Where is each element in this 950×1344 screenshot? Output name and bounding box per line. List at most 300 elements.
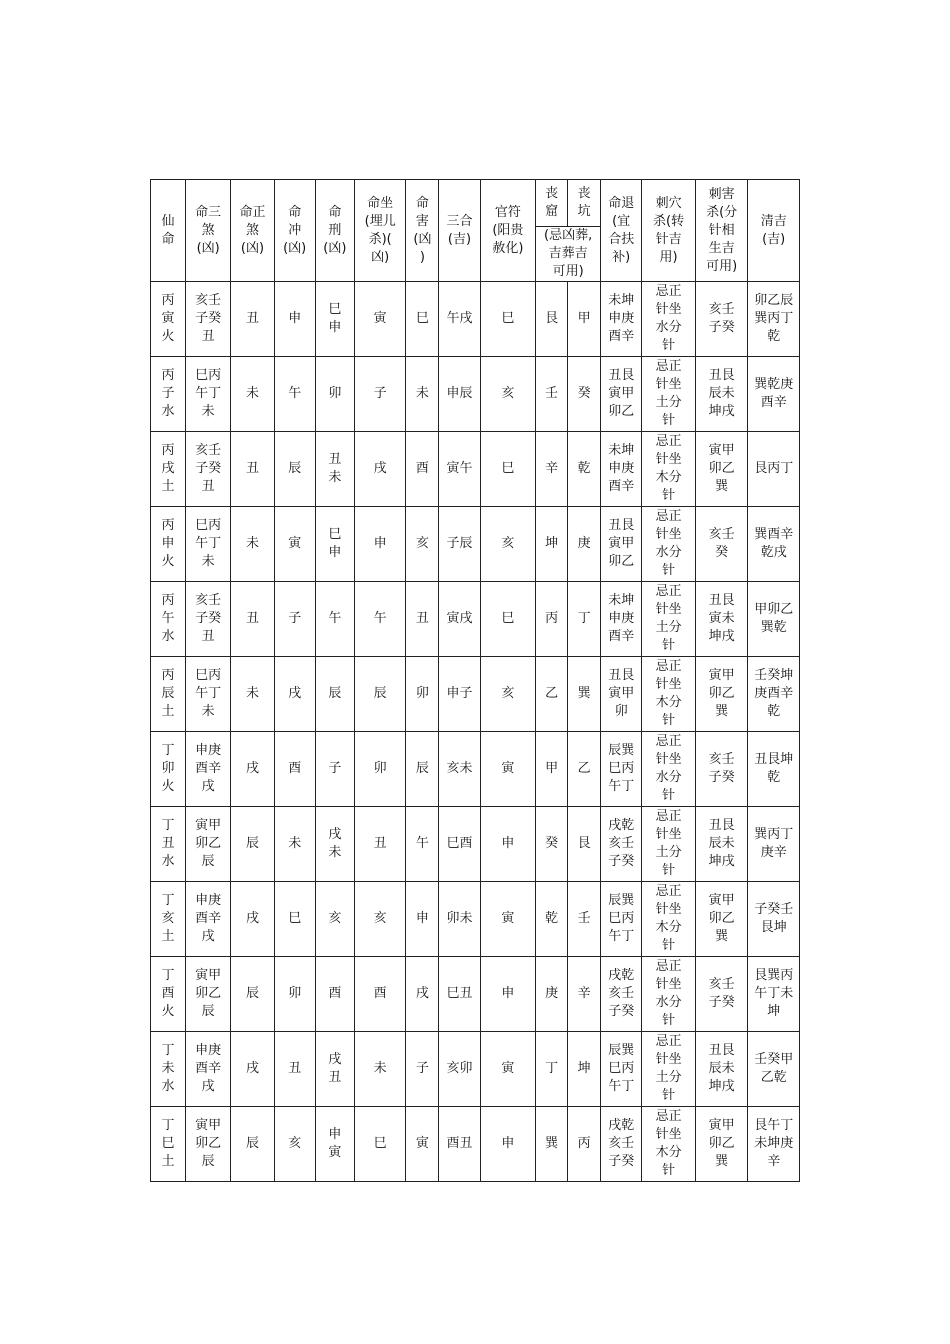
table-cell (536, 732, 568, 807)
table-cell (315, 507, 354, 582)
header-mingtui: 命退 (宜 合扶 补) (601, 180, 642, 282)
table-cell (536, 882, 568, 957)
cell-text: 庚 (545, 986, 559, 1001)
cell-text: 寅 (373, 311, 387, 326)
table-cell (315, 1107, 354, 1182)
cell-text: 未坤 申庚 酉辛 (608, 443, 635, 494)
table-cell (536, 807, 568, 882)
cell-text: 巳 (501, 311, 515, 326)
table-cell (315, 282, 354, 357)
cell-text: 甲 (577, 311, 591, 326)
cell-text: 丑 (373, 836, 387, 851)
table-cell (601, 957, 642, 1032)
table-row (151, 582, 800, 657)
table-cell (748, 1032, 800, 1107)
cell-text: 丙 寅 火 (161, 293, 175, 344)
cell-text: 申 (288, 311, 302, 326)
cell-text: 忌正 针坐 土分 针 (655, 359, 682, 428)
table-cell (480, 282, 536, 357)
cell-text: 亥 (501, 536, 515, 551)
cell-text: 丁 (545, 1061, 559, 1076)
cell-text: 丑 (288, 1061, 302, 1076)
cell-text: 巽 (545, 1136, 559, 1151)
table-row (151, 1107, 800, 1182)
table-cell (536, 1032, 568, 1107)
table-cell (315, 1032, 354, 1107)
table-cell (480, 582, 536, 657)
table-cell (231, 432, 274, 507)
table-cell (536, 432, 568, 507)
cell-text: 亥 (501, 686, 515, 701)
table-cell (186, 282, 231, 357)
table-cell (406, 882, 439, 957)
table-cell (695, 432, 748, 507)
table-cell (601, 582, 642, 657)
header-sangkeng: 丧 坑 (568, 180, 601, 227)
table-cell (151, 357, 186, 432)
cell-text: 未 (245, 386, 259, 401)
table-cell (536, 957, 568, 1032)
cell-text: 丙 子 水 (161, 368, 175, 419)
cell-text: 巳酉 (446, 836, 473, 851)
table-cell (354, 1032, 406, 1107)
table-cell (748, 507, 800, 582)
table-cell (695, 1032, 748, 1107)
header-guanfu: 官符 (阳贵 赦化) (480, 180, 536, 282)
table-cell (536, 282, 568, 357)
cell-text: 戌 (245, 911, 259, 926)
cell-text: 寅 (501, 1061, 515, 1076)
cell-text: 丑艮 辰未 坤戌 (708, 818, 735, 869)
cell-text: 辰 (245, 836, 259, 851)
table-cell (274, 432, 315, 507)
table-row (151, 1032, 800, 1107)
cell-text: 寅甲 卯乙 巽 (708, 1118, 735, 1169)
table-cell (748, 657, 800, 732)
cell-text: 丑 (245, 461, 259, 476)
table-cell (601, 1032, 642, 1107)
table-cell (274, 807, 315, 882)
table-cell (642, 1107, 696, 1182)
cell-text: 忌正 针坐 木分 针 (655, 659, 682, 728)
cell-text: 申 (373, 536, 387, 551)
cell-text: 坤 (545, 536, 559, 551)
cell-text: 寅戌 (446, 611, 473, 626)
cell-text: 未 (373, 1061, 387, 1076)
table-row (151, 507, 800, 582)
table-cell (315, 807, 354, 882)
table-cell (186, 432, 231, 507)
cell-text: 亥壬 子癸 丑 (195, 293, 222, 344)
cell-text: 忌正 针坐 水分 针 (655, 734, 682, 803)
cell-text: 卯 (373, 761, 387, 776)
table-cell (406, 507, 439, 582)
cell-text: 戌 未 (328, 827, 342, 860)
table-cell (439, 732, 480, 807)
cell-text: 亥壬 子癸 丑 (195, 443, 222, 494)
table-cell (231, 732, 274, 807)
cell-text: 丁 亥 土 (161, 893, 175, 944)
cell-text: 甲卯乙 巽乾 (754, 602, 794, 635)
cell-text: 戌 丑 (328, 1052, 342, 1085)
cell-text: 巽丙丁 庚辛 (754, 827, 794, 860)
table-cell (274, 1032, 315, 1107)
cell-text: 午 (415, 836, 429, 851)
table-cell (186, 507, 231, 582)
cell-text: 寅午 (446, 461, 473, 476)
header-cihaisha: 刺害 杀(分 针相 生吉 可用) (695, 180, 748, 282)
table-cell (695, 732, 748, 807)
table-cell (151, 807, 186, 882)
ming-table (150, 179, 800, 1182)
table-cell (151, 957, 186, 1032)
cell-text: 辛 (577, 986, 591, 1001)
cell-text: 亥 (288, 1136, 302, 1151)
table-cell (642, 1032, 696, 1107)
table-cell (695, 882, 748, 957)
cell-text: 寅 (501, 911, 515, 926)
cell-text: 丑艮 寅甲 卯 (608, 668, 635, 719)
table-cell (231, 1107, 274, 1182)
cell-text: 忌正 针坐 水分 针 (655, 284, 682, 353)
table-cell (274, 957, 315, 1032)
cell-text: 丁 卯 火 (161, 743, 175, 794)
table-cell (231, 582, 274, 657)
cell-text: 忌正 针坐 木分 针 (655, 884, 682, 953)
cell-text: 辰 (288, 461, 302, 476)
table-cell (274, 282, 315, 357)
cell-text: 坤 (577, 1061, 591, 1076)
table-cell (354, 657, 406, 732)
cell-text: 乙 (545, 686, 559, 701)
table-cell (315, 657, 354, 732)
cell-text: 丁 (577, 611, 591, 626)
cell-text: 午 (373, 611, 387, 626)
cell-text: 未 (245, 686, 259, 701)
cell-text: 辰巽 巳丙 午丁 (608, 893, 635, 944)
cell-text: 申 (415, 911, 429, 926)
cell-text: 子 (288, 611, 302, 626)
header-sangku: 丧 窟 (536, 180, 568, 227)
cell-text: 忌正 针坐 水分 针 (655, 509, 682, 578)
table-cell (568, 1032, 601, 1107)
cell-text: 寅甲 卯乙 辰 (195, 968, 222, 1019)
cell-text: 戌 (288, 686, 302, 701)
cell-text: 丑 (415, 611, 429, 626)
table-cell (695, 582, 748, 657)
table-cell (601, 507, 642, 582)
table-cell (748, 1107, 800, 1182)
cell-text: 忌正 针坐 土分 针 (655, 1034, 682, 1103)
table-cell (748, 882, 800, 957)
cell-text: 戌乾 亥壬 子癸 (608, 968, 635, 1019)
table-cell (748, 732, 800, 807)
cell-text: 巳丙 午丁 未 (195, 368, 222, 419)
table-cell (315, 582, 354, 657)
table-cell (568, 357, 601, 432)
cell-text: 亥 (328, 911, 342, 926)
table-cell (695, 657, 748, 732)
cell-text: 丙 戌 土 (161, 443, 175, 494)
table-cell (642, 657, 696, 732)
table-cell (695, 282, 748, 357)
cell-text: 巳 申 (328, 302, 342, 335)
table-cell (406, 957, 439, 1032)
cell-text: 亥壬 子癸 (708, 752, 735, 785)
cell-text: 戌乾 亥壬 子癸 (608, 1118, 635, 1169)
table-cell (315, 957, 354, 1032)
header-mingzuo: 命坐 (埋儿 杀)( 凶) (354, 180, 406, 282)
cell-text: 申 寅 (328, 1127, 342, 1160)
table-cell (186, 732, 231, 807)
table-cell (406, 657, 439, 732)
table-cell (406, 282, 439, 357)
cell-text: 丁 未 水 (161, 1043, 175, 1094)
cell-text: 壬 (545, 386, 559, 401)
table-cell (480, 1107, 536, 1182)
cell-text: 未 (288, 836, 302, 851)
table-cell (439, 882, 480, 957)
cell-text: 忌正 针坐 水分 针 (655, 959, 682, 1028)
table-cell (274, 732, 315, 807)
table-cell (568, 732, 601, 807)
cell-text: 亥壬 子癸 丑 (195, 593, 222, 644)
table-cell (748, 807, 800, 882)
cell-text: 未坤 申庚 酉辛 (608, 293, 635, 344)
table-cell (151, 1032, 186, 1107)
table-cell (354, 732, 406, 807)
table-cell (406, 582, 439, 657)
header-sanhe: 三合 (吉) (439, 180, 480, 282)
table-cell (354, 807, 406, 882)
cell-text: 丙 辰 土 (161, 668, 175, 719)
table-cell (315, 882, 354, 957)
table-cell (568, 582, 601, 657)
table-cell (601, 432, 642, 507)
table-cell (568, 282, 601, 357)
header-mingzhengsha: 命正 煞 (凶) (231, 180, 274, 282)
table-cell (748, 582, 800, 657)
table-cell (186, 357, 231, 432)
table-row (151, 882, 800, 957)
table-cell (151, 657, 186, 732)
cell-text: 子 (373, 386, 387, 401)
table-cell (642, 582, 696, 657)
table-cell (354, 357, 406, 432)
table-cell (568, 657, 601, 732)
table-cell (231, 657, 274, 732)
cell-text: 未 (245, 536, 259, 551)
cell-text: 壬癸甲 乙乾 (754, 1052, 794, 1085)
table-cell (480, 432, 536, 507)
table-cell (601, 1107, 642, 1182)
cell-text: 午戌 (446, 311, 473, 326)
table-cell (406, 432, 439, 507)
cell-text: 艮巽丙 午丁未 坤 (754, 968, 794, 1019)
cell-text: 寅甲 卯乙 巽 (708, 443, 735, 494)
cell-text: 丑 未 (328, 452, 342, 485)
table-cell (186, 957, 231, 1032)
table-cell (695, 957, 748, 1032)
table-cell (274, 357, 315, 432)
cell-text: 酉 (328, 986, 342, 1001)
cell-text: 申 (501, 1136, 515, 1151)
cell-text: 丁 丑 水 (161, 818, 175, 869)
cell-text: 亥壬 癸 (708, 527, 735, 560)
cell-text: 申 (501, 986, 515, 1001)
cell-text: 寅 (415, 1136, 429, 1151)
table-row (151, 282, 800, 357)
cell-text: 申辰 (446, 386, 473, 401)
table-cell (231, 507, 274, 582)
table-cell (231, 957, 274, 1032)
header-qingji: 清吉 (吉) (748, 180, 800, 282)
cell-text: 丑艮 辰未 坤戌 (708, 1043, 735, 1094)
table-cell (480, 507, 536, 582)
table-cell (439, 507, 480, 582)
table-cell (601, 732, 642, 807)
header-mingchong: 命 冲 (凶) (274, 180, 315, 282)
header-sang-note: (忌凶葬, 吉葬吉 可用) (536, 227, 601, 282)
table-cell (642, 732, 696, 807)
cell-text: 寅 (288, 536, 302, 551)
table-row (151, 657, 800, 732)
cell-text: 丑艮坤 乾 (754, 752, 794, 785)
cell-text: 丁 巳 土 (161, 1118, 175, 1169)
cell-text: 甲 (545, 761, 559, 776)
cell-text: 乾 (545, 911, 559, 926)
table-cell (536, 1107, 568, 1182)
cell-text: 巽 (577, 686, 591, 701)
table-cell (480, 1032, 536, 1107)
cell-text: 壬癸坤 庚酉辛 乾 (754, 668, 794, 719)
cell-text: 丙 (545, 611, 559, 626)
cell-text: 巳 (501, 611, 515, 626)
cell-text: 子 (415, 1061, 429, 1076)
table-cell (315, 357, 354, 432)
table-cell (642, 807, 696, 882)
cell-text: 丑艮 寅甲 卯乙 (608, 518, 635, 569)
table-cell (642, 357, 696, 432)
cell-text: 戌 (373, 461, 387, 476)
table-cell (406, 1032, 439, 1107)
table-cell (439, 1107, 480, 1182)
cell-text: 辰巽 巳丙 午丁 (608, 1043, 635, 1094)
table-cell (748, 357, 800, 432)
cell-text: 艮 (545, 311, 559, 326)
table-cell (480, 957, 536, 1032)
table-cell (568, 807, 601, 882)
table-cell (354, 282, 406, 357)
table-cell (536, 657, 568, 732)
cell-text: 丑艮 辰未 坤戌 (708, 368, 735, 419)
cell-text: 亥 (373, 911, 387, 926)
table-cell (536, 582, 568, 657)
table-cell (695, 357, 748, 432)
table-cell (186, 582, 231, 657)
table-cell (568, 507, 601, 582)
table-cell (231, 357, 274, 432)
table-cell (642, 882, 696, 957)
cell-text: 乙 (577, 761, 591, 776)
table-cell (274, 657, 315, 732)
table-cell (439, 357, 480, 432)
header-xianming: 仙 命 (151, 180, 186, 282)
cell-text: 巽酉辛 乾戌 (754, 527, 794, 560)
cell-text: 亥 (415, 536, 429, 551)
header-minghai: 命 害 (凶 ) (406, 180, 439, 282)
cell-text: 壬 (577, 911, 591, 926)
table-cell (354, 1107, 406, 1182)
cell-text: 辛 (545, 461, 559, 476)
table-cell (231, 282, 274, 357)
cell-text: 辰 (373, 686, 387, 701)
cell-text: 卯 (288, 986, 302, 1001)
cell-text: 卯 (328, 386, 342, 401)
table-row (151, 432, 800, 507)
table-cell (480, 732, 536, 807)
cell-text: 未 (415, 386, 429, 401)
cell-text: 寅 (501, 761, 515, 776)
table-cell (568, 1107, 601, 1182)
cell-text: 子癸壬 艮坤 (754, 902, 794, 935)
table-cell (601, 357, 642, 432)
cell-text: 寅甲 卯乙 辰 (195, 1118, 222, 1169)
table-cell (601, 882, 642, 957)
table-cell (354, 582, 406, 657)
cell-text: 寅甲 卯乙 巽 (708, 893, 735, 944)
cell-text: 艮午丁 未坤庚 辛 (754, 1118, 794, 1169)
cell-text: 酉 (288, 761, 302, 776)
table-cell (642, 282, 696, 357)
cell-text: 申 (501, 836, 515, 851)
cell-text: 艮丙丁 (754, 461, 794, 476)
table-cell (642, 507, 696, 582)
cell-text: 巳丑 (446, 986, 473, 1001)
table-cell (151, 282, 186, 357)
cell-text: 巳丙 午丁 未 (195, 668, 222, 719)
table-cell (315, 432, 354, 507)
table-cell (439, 582, 480, 657)
table-cell (439, 807, 480, 882)
table-row (151, 357, 800, 432)
cell-text: 丁 酉 火 (161, 968, 175, 1019)
cell-text: 午 (288, 386, 302, 401)
table-cell (642, 957, 696, 1032)
table-cell (439, 1032, 480, 1107)
cell-text: 忌正 针坐 木分 针 (655, 1109, 682, 1178)
cell-text: 忌正 针坐 土分 针 (655, 809, 682, 878)
cell-text: 申庚 酉辛 戌 (195, 1043, 222, 1094)
cell-text: 卯乙辰 巽丙丁 乾 (754, 293, 794, 344)
cell-text: 辰 (245, 986, 259, 1001)
cell-text: 寅甲 卯乙 巽 (708, 668, 735, 719)
table-cell (406, 732, 439, 807)
cell-text: 巳 (373, 1136, 387, 1151)
table-cell (354, 507, 406, 582)
cell-text: 酉 (373, 986, 387, 1001)
table-cell (231, 882, 274, 957)
table-cell (695, 1107, 748, 1182)
cell-text: 未坤 申庚 酉辛 (608, 593, 635, 644)
table-cell (151, 732, 186, 807)
cell-text: 戌 (415, 986, 429, 1001)
cell-text: 癸 (545, 836, 559, 851)
cell-text: 子 (328, 761, 342, 776)
cell-text: 亥卯 (446, 1061, 473, 1076)
cell-text: 忌正 针坐 木分 针 (655, 434, 682, 503)
table-cell (439, 957, 480, 1032)
